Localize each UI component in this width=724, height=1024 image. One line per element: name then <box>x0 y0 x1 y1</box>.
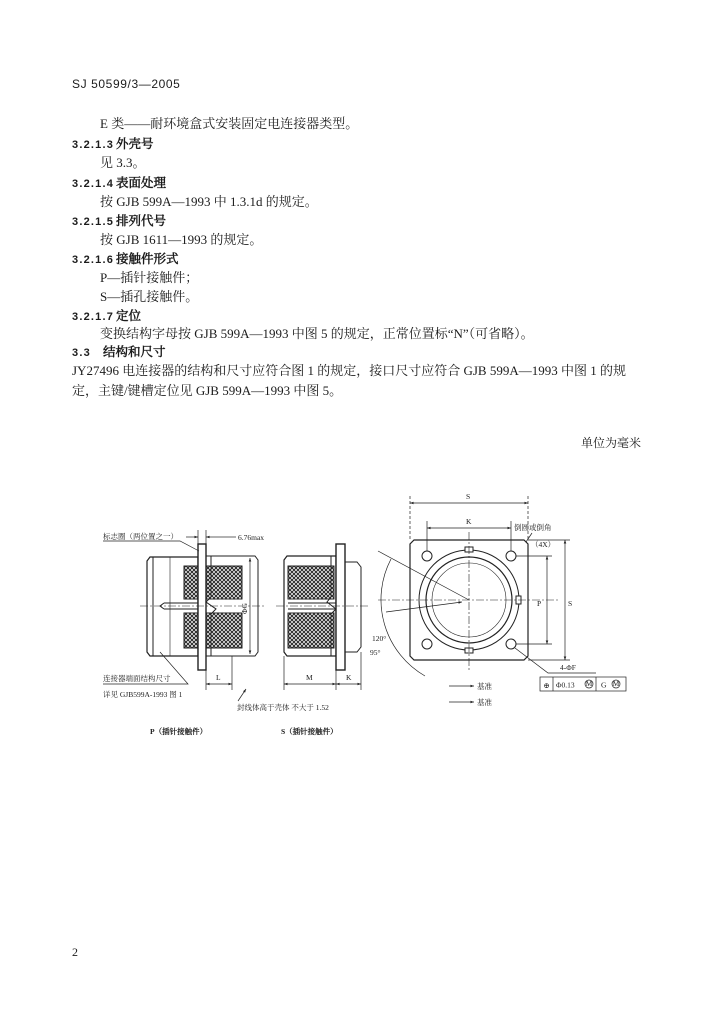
corner-note: 倒圆或倒角 <box>514 523 552 532</box>
clause-number: 3.2.1.4 <box>72 178 115 190</box>
clause-text: 见 3.3。 <box>100 155 146 170</box>
dimension-label-l: L <box>216 673 221 682</box>
caption-socket-view: S（插针接触件） <box>281 727 338 736</box>
clause-title: 接触件形式 <box>116 251 179 266</box>
mounting-flange <box>198 544 206 670</box>
clause-number: 3.2.1.3 <box>72 139 115 151</box>
angle-label-95: 95° <box>370 648 381 657</box>
mounting-hole <box>506 639 516 649</box>
standard-number-header: SJ 50599/3—2005 <box>72 77 181 91</box>
clause-text: S—插孔接触件。 <box>100 289 199 304</box>
figure-1-connector-drawing <box>60 480 680 750</box>
interface-note-line-1: 连接器端面结构尺寸 <box>103 674 171 683</box>
dimension-label-k-top: K <box>466 517 472 526</box>
seal-note: 封线体高于壳体 不大于 1.52 <box>237 703 329 712</box>
mounting-hole <box>422 639 432 649</box>
socket-view-dimensions <box>284 652 361 690</box>
clause-heading-3217 <box>72 308 141 325</box>
clause-title: 表面处理 <box>116 175 167 190</box>
clause-text: 定，主键/键槽定位见 GJB 599A—1993 中图 5。 <box>72 383 343 398</box>
dimension-label-s-top: S <box>466 492 471 501</box>
clause-number: 3.2.1.5 <box>72 216 115 228</box>
datum-modifier: M <box>612 679 620 688</box>
clause-title: 外壳号 <box>116 136 154 151</box>
angle-ray-lower <box>386 602 462 612</box>
clause-title: 定位 <box>116 308 142 323</box>
interface-note-line-2: 详见 GJB599A-1993 图 1 <box>103 690 183 699</box>
clause-text: 按 GJB 599A—1993 中 1.3.1d 的规定。 <box>100 194 318 209</box>
datum-label: 基准 <box>477 698 492 707</box>
dimension-label-m: M <box>306 673 313 682</box>
clause-title: 结构和尺寸 <box>103 344 166 359</box>
clause-number: 3.3 <box>72 347 91 359</box>
mounting-hole <box>506 551 516 561</box>
corner-count: （4X） <box>531 540 556 549</box>
clause-text: 变换结构字母按 GJB 599A—1993 中图 5 的规定，正常位置标“N”（可省略）。 <box>100 326 534 341</box>
angle-arc <box>381 559 425 676</box>
clause-heading-33 <box>72 344 166 361</box>
insert-upper-hatch <box>288 566 334 599</box>
tolerance-value: Φ0.13 <box>556 680 575 690</box>
socket-connector-side-view <box>276 544 370 670</box>
diameter-label: ΦG <box>240 603 249 614</box>
clause-title: 排列代号 <box>116 213 167 228</box>
mounting-flange <box>336 544 345 670</box>
angle-ray-upper <box>378 551 469 600</box>
position-tolerance-icon: ⊕ <box>543 681 550 690</box>
clause-text: P—插针接触件； <box>100 270 199 285</box>
hole-callout-leader <box>515 648 596 673</box>
clause-text: 按 GJB 1611—1993 的规定。 <box>100 232 263 247</box>
clause-text: JY27496 电连接器的结构和尺寸应符合图 1 的规定，接口尺寸应符合 GJB 599A—1993 中图 1 的规 <box>72 363 626 378</box>
clause-number: 3.2.1.7 <box>72 311 115 323</box>
type-e-line: E 类——耐环境盒式安装固定电连接器类型。 <box>100 116 359 131</box>
marking-ring-note: 标志圈（两位置之一） <box>103 532 178 541</box>
rear-body <box>345 562 361 652</box>
tolerance-modifier: M <box>585 679 593 688</box>
insert-lower-hatch <box>288 613 334 648</box>
datum-label: 基准 <box>477 682 492 691</box>
unit-note: 单位为毫米 <box>580 436 641 450</box>
mounting-hole <box>422 551 432 561</box>
clause-heading-3213 <box>72 136 154 153</box>
insert-lower-hatch <box>184 613 242 648</box>
front-view <box>378 532 560 676</box>
marking-ring-leader <box>103 541 199 551</box>
page-number: 2 <box>72 945 78 959</box>
clause-heading-3215 <box>72 213 166 230</box>
hole-callout: 4-ΦF <box>560 663 576 672</box>
dimension-label-p-side: P <box>537 599 542 608</box>
seal-note-leader <box>238 689 246 701</box>
dimension-label-k: K <box>346 673 352 682</box>
angle-label-120: 120° <box>372 634 387 643</box>
insert-upper-hatch <box>184 566 242 599</box>
dimension-label-s-side: S <box>568 599 573 608</box>
flange-dimension-label: 6.76max <box>238 533 265 542</box>
clause-heading-3214 <box>72 175 166 192</box>
clause-heading-3216 <box>72 251 179 268</box>
clause-number: 3.2.1.6 <box>72 254 115 266</box>
datum-reference: G <box>601 680 607 690</box>
caption-pin-view: P（插针接触件） <box>150 727 208 736</box>
